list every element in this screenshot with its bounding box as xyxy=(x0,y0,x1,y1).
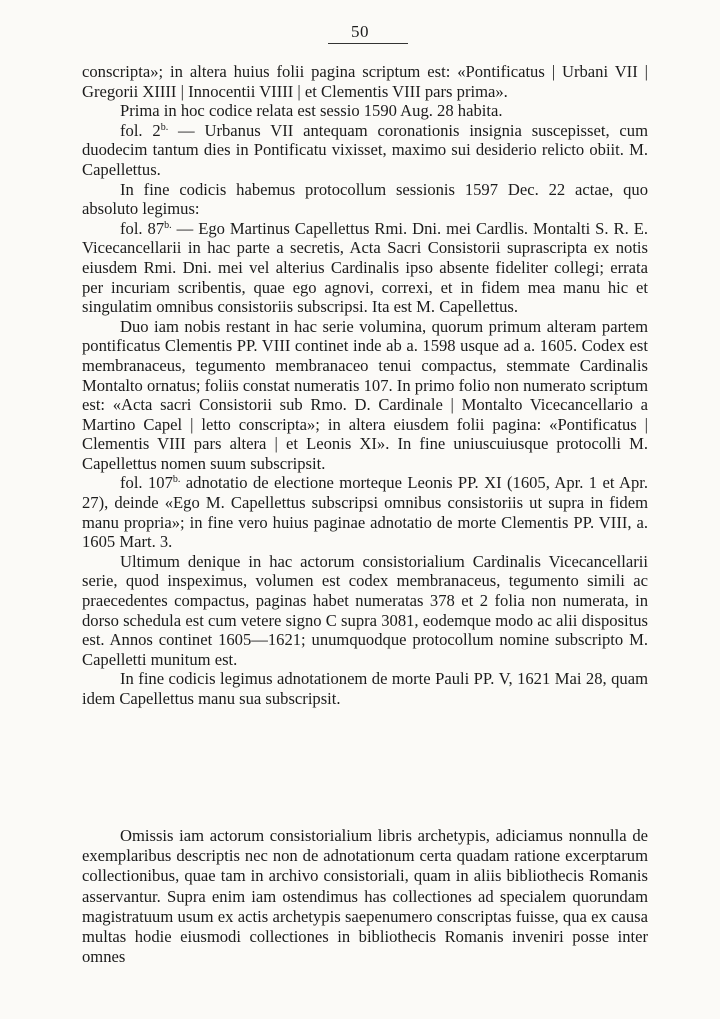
page-number: 50 xyxy=(351,22,369,41)
header-rule xyxy=(328,43,408,44)
folio-ref: fol. 2 xyxy=(120,120,161,140)
folio-ref: fol. 87 xyxy=(120,218,165,238)
paragraph-10: Omissis iam actorum consistorialium libris archetypis, adiciamus nonnulla de exemplaribus descriptis nec non de adnotationum certa quadam ratione excerptarum collectionibus, quae tam in archivo consistoriali, quam in aliis bibliothecis Romanis asservantur. Supra enim iam ostendimus has collectiones ad specialem quorundam magistratuum usum ex actis archetypis saepenumero conscriptas fuisse, qua ex causa multas hodie eiusmodi collectiones in bibliothecis Romanis inveniri posse inter omnes xyxy=(82,826,648,967)
paragraph-5 xyxy=(82,219,648,317)
main-text-block xyxy=(82,62,648,709)
paragraph-6: Duo iam nobis restant in hac serie volumina, quorum primum alteram partem pontificatus Clementis PP. VIII continet inde ab a. 1598 usque ad a. 1605. Codex est membranaceus, tegumento membranaceo tenui compactus, stemmate Cardinalis Montalto ornatus; foliis constat numeratis 107. In primo folio non numerato scriptum est: «Acta sacri Consistorii sub Rmo. D. Cardinale | Montalto Vicecancellario a Martino Capel | letto conscripta»; in altera eiusdem folii pagina: «Pontificatus | Clementis VIII pars altera | et Leonis XI». In fine uniuscuiusque protocolli M. Capellettus nomen suum subscripsit. xyxy=(82,316,648,473)
paragraph-2: Prima in hoc codice relata est sessio 1590 Aug. 28 habita. xyxy=(120,101,503,121)
folio-ref: fol. 107 xyxy=(120,473,173,493)
paragraph-4: In fine codicis habemus protocollum sessionis 1597 Dec. 22 actae, quo absoluto legimus: xyxy=(82,179,648,219)
second-text-block xyxy=(82,826,648,967)
paragraph-3-text: — Urbanus VII antequam coronationis insignia suscepisset, cum duodecim tantum dies in Pontificatu vixisset, maximo sui desiderio relicto obiit. M. Capellettus. xyxy=(82,120,648,179)
paragraph-1: conscripta»; in altera huius folii pagina scriptum est: «Pontificatus | Urbani VII | Gregorii XIIII | Innocentii VIIII | et Clementis VIII pars prima». xyxy=(82,62,648,101)
paragraph-9: In fine codicis legimus adnotationem de morte Pauli PP. V, 1621 Mai 28, quam idem Capellettus manu sua subscripsit. xyxy=(82,669,648,708)
folio-sup: b. xyxy=(164,219,172,231)
paragraph-7 xyxy=(82,473,648,551)
paragraph-3 xyxy=(82,121,648,180)
paragraph-8: Ultimum denique in hac actorum consistorialium Cardinalis Vicecancellarii serie, quod inspeximus, volumen est codex membranaceus, tegumento simili ac praecedentes compactus, paginas habet numeratas 378 et 2 folia non numerata, in dorso schedula est cum vetere signo C supra 3081, eodemque modo ac alii dispositus est. Annos continet 1605—1621; unumquodque protocollum nomine subscripto M. Capelletti munitum est. xyxy=(82,551,648,669)
folio-sup: b. xyxy=(172,474,181,486)
paragraph-7-text: adnotatio de electione morteque Leonis PP. XI (1605, Apr. 1 et Apr. 27), deinde «Ego M. Capellettus subscripsi omnibus consistoriis ut supra in fidem manu propria»; in fine vero huius paginae adnotatio de morte Clementis PP. VIII, a. 1605 Mart. 3. xyxy=(82,473,649,552)
folio-sup: b. xyxy=(160,121,169,133)
paragraph-5-text: — Ego Martinus Capellettus Rmi. Dni. mei Cardlis. Montalti S. R. E. Vicecancellarii in hac parte a secretis, Acta Sacri Consistorii suprascripta ex notis eiusdem Rmi. Dni. mei vel alterius Cardinalis ipso absente fideliter collegi; errata per incuriam scribentis, quae ego agnovi, correxi, et in fidem mea manu hic et singulatim omnibus consistoriis subscripsi. Ita est M. Capellettus. xyxy=(82,218,648,317)
